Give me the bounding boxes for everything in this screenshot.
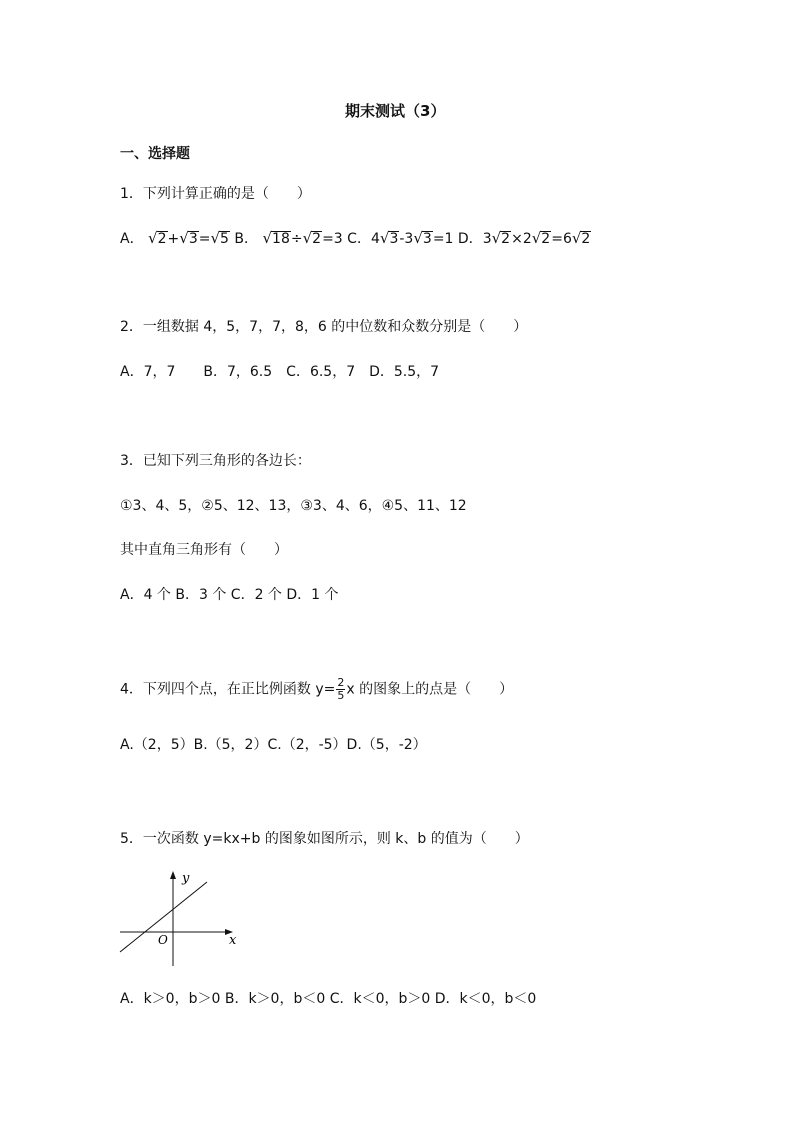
question-3-items: ①3、4、5，②5、12、13，③3、4、6，④5、11、12: [120, 498, 467, 514]
radicand: 18: [272, 231, 290, 247]
coefficient: 4: [370, 231, 380, 247]
radicand: 3: [389, 231, 399, 247]
sqrt-sign-icon: √: [491, 229, 502, 247]
coefficient: 3: [482, 231, 492, 247]
operator: =1: [432, 231, 454, 247]
sqrt-sign-icon: √: [531, 229, 542, 247]
option-b-label: B．: [234, 231, 259, 247]
y-axis-arrow-icon: [170, 871, 176, 879]
sqrt-sign-icon: √: [379, 229, 390, 247]
question-2-options: A．7，7 B．7，6.5 C．6.5，7 D．5.5，7: [120, 364, 440, 380]
question-3-stem: 3．已知下列三角形的各边长：: [120, 453, 311, 469]
fraction-numerator: 2: [337, 676, 345, 689]
sqrt-sign-icon: √: [571, 229, 582, 247]
stem-text: x 的图象上的点是（ ）: [346, 681, 514, 698]
question-5-options: A．k＞0，b＞0 B．k＞0，b＜0 C．k＜0，b＞0 D．k＜0，b＜0: [120, 991, 537, 1007]
operator: =3: [322, 231, 343, 247]
page-title: 期末测试（3）: [345, 102, 446, 120]
stem-text: 4．下列四个点，在正比例函数 y=: [120, 681, 336, 698]
option-a-label: A．: [120, 231, 144, 247]
origin-label: O: [158, 933, 168, 947]
question-5-stem: 5．一次函数 y=kx+b 的图象如图所示，则 k、b 的值为（ ）: [120, 831, 529, 847]
question-4-stem: [120, 677, 513, 702]
sqrt-sign-icon: √: [210, 229, 221, 247]
linear-function-graph: [115, 868, 245, 968]
operator: ÷: [290, 231, 303, 247]
operator: =6: [551, 231, 572, 247]
section-heading: 一、选择题: [120, 146, 190, 162]
radicand: 2: [501, 231, 511, 247]
sqrt-sign-icon: √: [413, 229, 423, 247]
option-c-label: C．: [347, 231, 371, 247]
sqrt-sign-icon: √: [179, 229, 189, 247]
operator: +: [167, 231, 180, 247]
fraction-denominator: 5: [337, 689, 345, 702]
radicand: 3: [422, 231, 432, 247]
radicand: 5: [220, 231, 229, 247]
question-2-stem: 2．一组数据 4，5，7，7，8，6 的中位数和众数分别是（ ）: [120, 319, 528, 335]
sqrt-sign-icon: √: [302, 229, 313, 247]
fraction: [336, 677, 345, 702]
question-3-options: A．4 个 B．3 个 C．2 个 D．1 个: [120, 587, 339, 603]
question-4-options: A.（2，5）B.（5，2）C.（2，-5）D.（5，-2）: [120, 737, 427, 753]
question-1-stem: 1．下列计算正确的是（ ）: [120, 186, 311, 202]
question-1-options: [120, 229, 591, 248]
operator: -3: [399, 231, 414, 247]
radicand: 2: [541, 231, 551, 247]
sqrt-sign-icon: √: [148, 229, 158, 247]
x-axis-label: x: [229, 933, 237, 948]
radicand: 2: [312, 231, 322, 247]
question-3-ask: 其中直角三角形有（ ）: [120, 542, 288, 558]
operator: =: [198, 231, 211, 247]
radicand: 3: [188, 231, 198, 247]
y-axis-label: y: [182, 871, 190, 886]
radicand: 2: [581, 231, 591, 247]
sqrt-sign-icon: √: [262, 229, 273, 247]
option-d-label: D．: [457, 231, 483, 247]
radicand: 2: [157, 231, 167, 247]
operator: ×2: [511, 231, 532, 247]
